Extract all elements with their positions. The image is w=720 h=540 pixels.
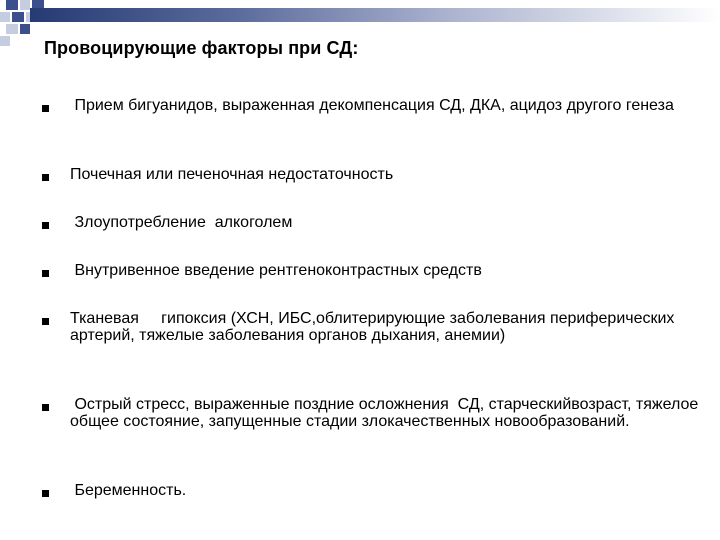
list-item (42, 166, 707, 183)
list-item (42, 396, 707, 430)
square-bullet-icon (42, 105, 49, 112)
slide-title: Провоцирующие факторы при СД: (44, 38, 359, 58)
square-bullet-icon (42, 270, 49, 277)
square-bullet-icon (42, 174, 49, 181)
list-item-text: Внутривенное введение рентгеноконтрастных средств (70, 262, 482, 279)
list-item-text: Почечная или печеночная недостаточность (70, 166, 394, 183)
header-gradient-bar (30, 8, 720, 22)
list-item-text: Тканевая гипоксия (ХСН, ИБС,облитерирующие заболевания периферических артерий, тяжелые заболевания органов дыхания, анемии) (70, 310, 679, 344)
list-item (42, 262, 707, 279)
list-item-text: Злоупотребление алкоголем (70, 214, 293, 231)
list-item (42, 97, 707, 114)
list-item-text: Острый стресс, выраженные поздние осложнения СД, старческийвозраст, тяжелое общее состояние, запущенные стадии злокачественных новообразований. (70, 396, 703, 430)
square-bullet-icon (42, 490, 49, 497)
list-item (42, 214, 707, 231)
square-bullet-icon (42, 318, 49, 325)
square-bullet-icon (42, 222, 49, 229)
list-item-text: Прием бигуанидов, выраженная декомпенсация СД, ДКА, ацидоз другого генеза (70, 97, 674, 114)
list-item-text: Беременность. (70, 482, 187, 499)
square-bullet-icon (42, 404, 49, 411)
list-item (42, 482, 707, 499)
list-item (42, 310, 707, 344)
